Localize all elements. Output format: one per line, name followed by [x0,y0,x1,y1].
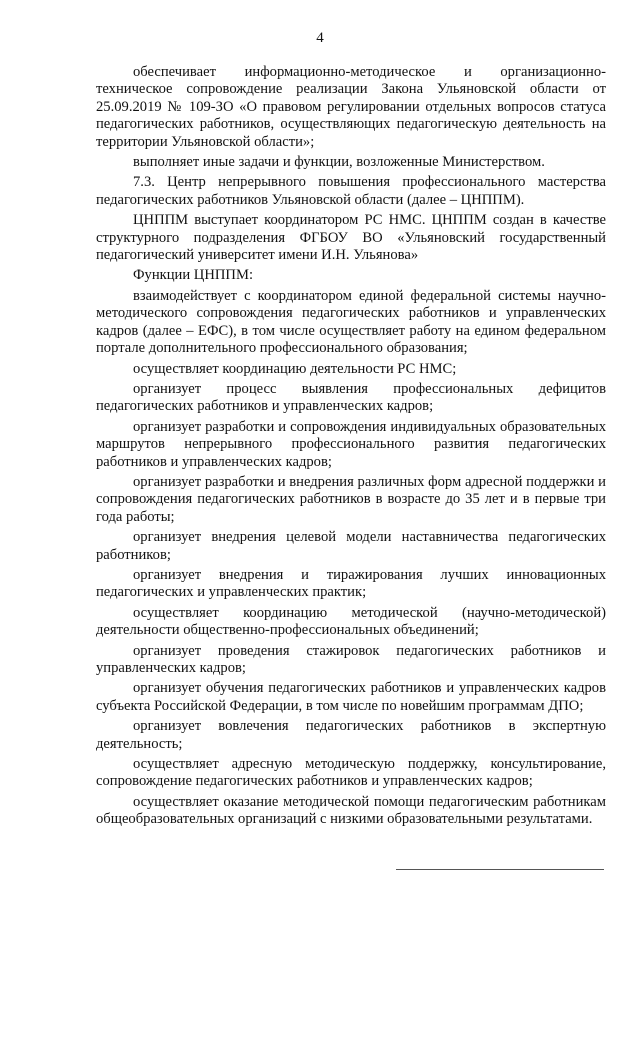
paragraph-function-mentoring: организует внедрения целевой модели наставничества педагогических работников; [96,529,606,563]
paragraph-function-consulting: осуществляет адресную методическую поддержку, консультирование, сопровождение педагогических работников и управленческих кадров; [96,756,606,790]
paragraph-function-practices: организует внедрения и тиражирования лучших инновационных педагогических и управленческих практик; [96,566,606,601]
paragraph-support-law: обеспечивает информационно-методическое и организационно-техническое сопровождение реализации Закона Ульяновской области от 25.09.2019 № 109-ЗО «О правовом регулировании отдельных вопросов статуса педагогических работников, осуществляющих педагогическую деятельность на территории Ульяновской области»; [96,64,606,150]
paragraph-function-expertise: организует вовлечения педагогических работников в экспертную деятельность; [96,718,606,752]
paragraph-function-coordination: осуществляет координацию деятельности РС НМС; [133,360,457,377]
paragraph-cnppm-coordinator: ЦНППМ выступает координатором РС НМС. ЦНППМ создан в качестве структурного подразделения ФГБОУ ВО «Ульяновский государственный педагогический университет имени И.Н. Ульянова» [96,212,606,264]
paragraph-function-routes: организует разработки и сопровождения индивидуальных образовательных маршрутов непрерывного профессионального развития педагогических работников и управленческих кадров; [96,418,606,470]
paragraph-function-associations: осуществляет координацию методической (научно-методической) деятельности общественно-профессиональных объединений; [96,604,606,639]
paragraph-function-young-teachers: организует разработки и внедрения различных форм адресной поддержки и сопровождения педагогических работников в возрасте до 35 лет и в первые три года работы; [96,473,606,525]
footer-divider [396,869,604,870]
document-body [96,64,606,832]
paragraph-section-7-3: 7.3. Центр непрерывного повышения профессионального мастерства педагогических работников Ульяновской области (далее – ЦНППМ). [96,174,606,208]
paragraph-function-deficits: организует процесс выявления профессиональных дефицитов педагогических работников и управленческих кадров; [96,380,606,415]
paragraph-function-low-results: осуществляет оказание методической помощи педагогическим работникам общеобразовательных организаций с низкими образовательными результатами. [96,793,606,828]
paragraph-functions-heading: Функции ЦНППМ: [133,267,253,284]
paragraph-function-training: организует обучения педагогических работников и управленческих кадров субъекта Российской Федерации, в том числе по новейшим программам ДПО; [96,680,606,714]
paragraph-function-internships: организует проведения стажировок педагогических работников и управленческих кадров; [96,642,606,676]
paragraph-function-efs: взаимодействует с координатором единой федеральной системы научно-методического сопровождения педагогических работников и управленческих кадров (далее – ЕФС), в том числе осуществляет работу на едином федеральном портале дополнительного профессионального образования; [96,287,606,357]
page-number: 4 [316,30,324,46]
paragraph-other-tasks: выполняет иные задачи и функции, возложенные Министерством. [133,154,545,171]
